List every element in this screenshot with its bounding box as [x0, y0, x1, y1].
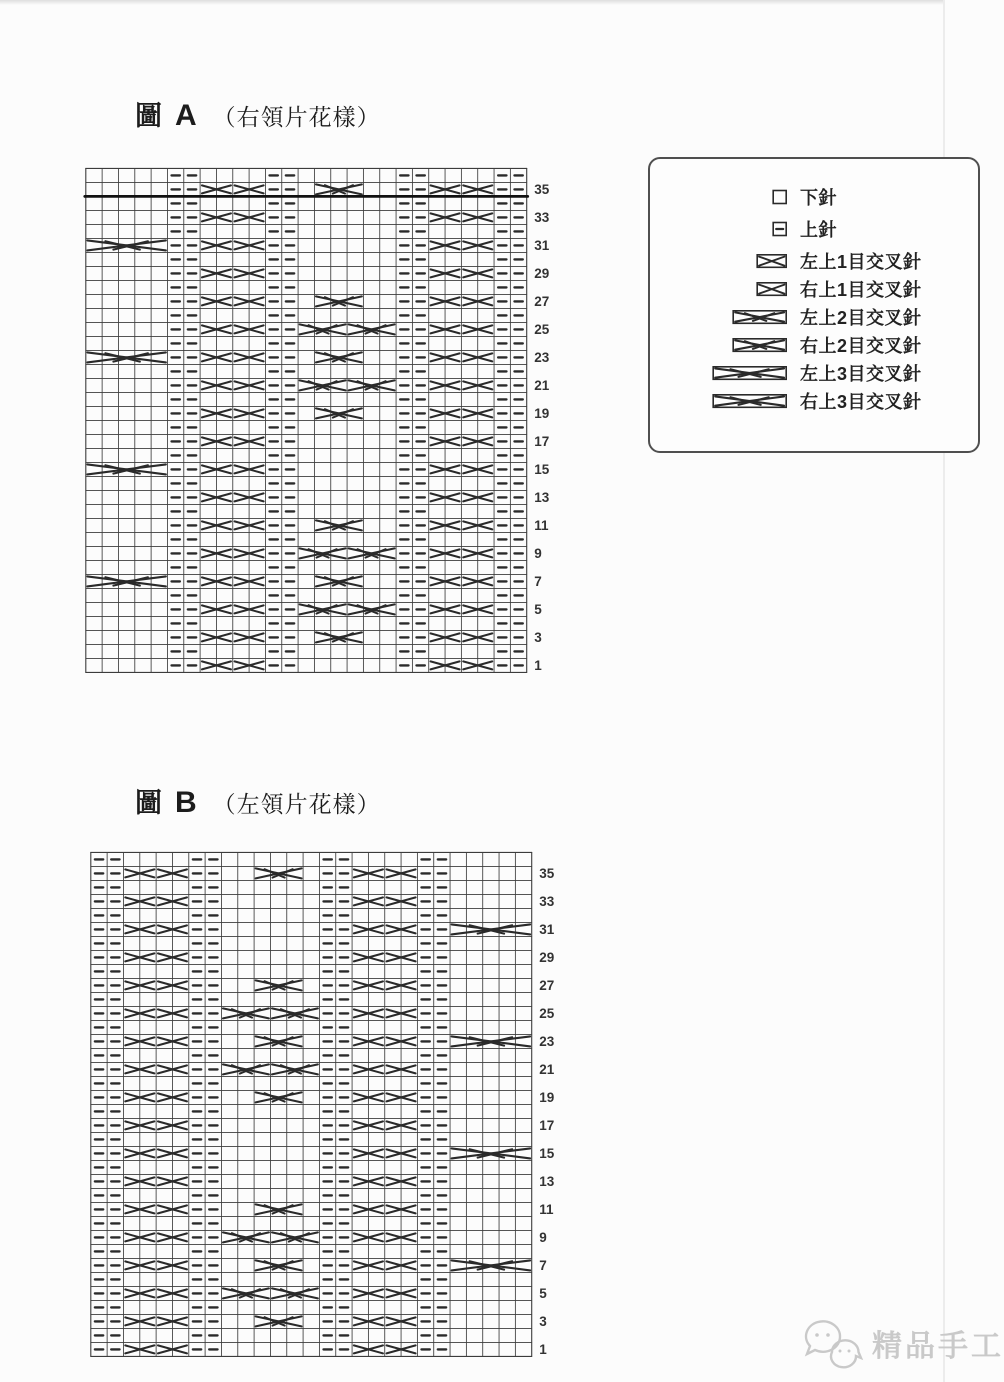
- cross1-symbol-icon: [756, 280, 788, 298]
- chart-b-title-prefix: 圖: [135, 788, 163, 818]
- row-number-b-35: 35: [539, 865, 555, 881]
- row-number-a-23: 23: [534, 349, 550, 365]
- row-number-a-31: 31: [534, 237, 550, 253]
- row-number-a-9: 9: [534, 545, 542, 561]
- cross2-symbol-icon: [732, 336, 788, 354]
- legend-box: [648, 157, 980, 453]
- legend-label-right-cross-2st: 右上2目交叉針: [800, 335, 922, 356]
- legend-item-right-cross-2st: [650, 334, 978, 355]
- row-number-b-21: 21: [539, 1061, 555, 1077]
- chart-a-title: [135, 94, 381, 133]
- row-number-a-11: 11: [534, 517, 549, 533]
- cross2-symbol-icon: [732, 308, 788, 326]
- watermark-text: 精品手工: [872, 1330, 1004, 1363]
- cross3-symbol-icon: [712, 364, 788, 382]
- legend-symbol-left-cross-3st: [650, 364, 788, 382]
- legend-label-right-cross-3st: 右上3目交叉針: [800, 391, 922, 412]
- chart-b-title-note: （左領片花樣）: [212, 791, 381, 817]
- grid-lines: [91, 852, 532, 1356]
- legend-symbol-right-cross-1st: [650, 280, 788, 298]
- row-number-a-25: 25: [534, 321, 550, 337]
- row-number-a-3: 3: [534, 629, 542, 645]
- legend-symbol-purl-stitch: [650, 220, 788, 238]
- row-number-b-23: 23: [539, 1033, 555, 1049]
- legend-label-purl-stitch: 上針: [800, 219, 837, 240]
- knitting-chart-svg: [85, 167, 564, 677]
- row-number-labels: [534, 182, 550, 673]
- row-number-b-5: 5: [539, 1285, 547, 1301]
- legend-symbol-knit-stitch: [650, 188, 788, 206]
- legend-item-right-cross-3st: [650, 390, 978, 411]
- legend-label-knit-stitch: 下針: [800, 187, 837, 208]
- legend-item-right-cross-1st: [650, 278, 978, 299]
- row-number-a-35: 35: [534, 181, 550, 197]
- purl-symbol-icon: [772, 220, 788, 238]
- legend-symbol-right-cross-3st: [650, 392, 788, 410]
- row-number-b-3: 3: [539, 1313, 547, 1329]
- row-number-b-29: 29: [539, 949, 555, 965]
- watermark: [802, 1316, 1004, 1370]
- row-number-a-19: 19: [534, 405, 550, 421]
- row-number-b-15: 15: [539, 1145, 555, 1161]
- row-number-a-17: 17: [534, 433, 550, 449]
- row-number-labels: [539, 866, 555, 1357]
- knitting-chart-svg: [90, 851, 569, 1361]
- legend-label-left-cross-2st: 左上2目交叉針: [800, 307, 922, 328]
- stitch-symbols: [87, 175, 522, 669]
- legend-label-left-cross-3st: 左上3目交叉針: [800, 363, 922, 384]
- row-number-b-33: 33: [539, 893, 555, 909]
- legend-item-knit-stitch: [650, 186, 978, 207]
- row-number-a-33: 33: [534, 209, 550, 225]
- chart-a-title-prefix: 圖: [135, 101, 163, 131]
- legend-label-left-cross-1st: 左上1目交叉針: [800, 251, 922, 272]
- stitch-symbols: [95, 859, 530, 1353]
- row-number-a-7: 7: [534, 573, 542, 589]
- legend-symbol-left-cross-1st: [650, 252, 788, 270]
- row-number-b-17: 17: [539, 1117, 555, 1133]
- grid-lines: [86, 168, 527, 672]
- row-number-a-13: 13: [534, 489, 550, 505]
- row-number-a-15: 15: [534, 461, 550, 477]
- cross3-symbol-icon: [712, 392, 788, 410]
- row-number-b-11: 11: [539, 1201, 554, 1217]
- chart-a-grid: [85, 167, 564, 682]
- row-number-b-31: 31: [539, 921, 555, 937]
- row-number-a-21: 21: [534, 377, 550, 393]
- row-number-b-7: 7: [539, 1257, 547, 1273]
- legend-label-right-cross-1st: 右上1目交叉針: [800, 279, 922, 300]
- legend-item-left-cross-1st: [650, 250, 978, 271]
- scan-edge-artifact: [0, 0, 945, 5]
- row-number-b-25: 25: [539, 1005, 555, 1021]
- legend-symbol-right-cross-2st: [650, 336, 788, 354]
- row-number-b-19: 19: [539, 1089, 555, 1105]
- cross1-symbol-icon: [756, 252, 788, 270]
- row-number-a-5: 5: [534, 601, 542, 617]
- chart-b-grid: [90, 851, 569, 1366]
- wechat-logo-icon: [802, 1316, 866, 1370]
- chart-b-title-letter: B: [175, 786, 197, 819]
- legend-item-purl-stitch: [650, 218, 978, 239]
- row-number-a-29: 29: [534, 265, 550, 281]
- knit-symbol-icon: [772, 188, 788, 206]
- row-number-b-13: 13: [539, 1173, 555, 1189]
- row-number-a-27: 27: [534, 293, 550, 309]
- row-number-b-9: 9: [539, 1229, 547, 1245]
- legend-item-left-cross-3st: [650, 362, 978, 383]
- chart-b-title: [135, 781, 381, 820]
- chart-a-title-note: （右領片花樣）: [212, 104, 381, 130]
- row-number-a-1: 1: [534, 657, 542, 673]
- legend-item-left-cross-2st: [650, 306, 978, 327]
- chart-a-title-letter: A: [175, 99, 197, 132]
- row-number-b-27: 27: [539, 977, 555, 993]
- legend-symbol-left-cross-2st: [650, 308, 788, 326]
- row-number-b-1: 1: [539, 1341, 547, 1357]
